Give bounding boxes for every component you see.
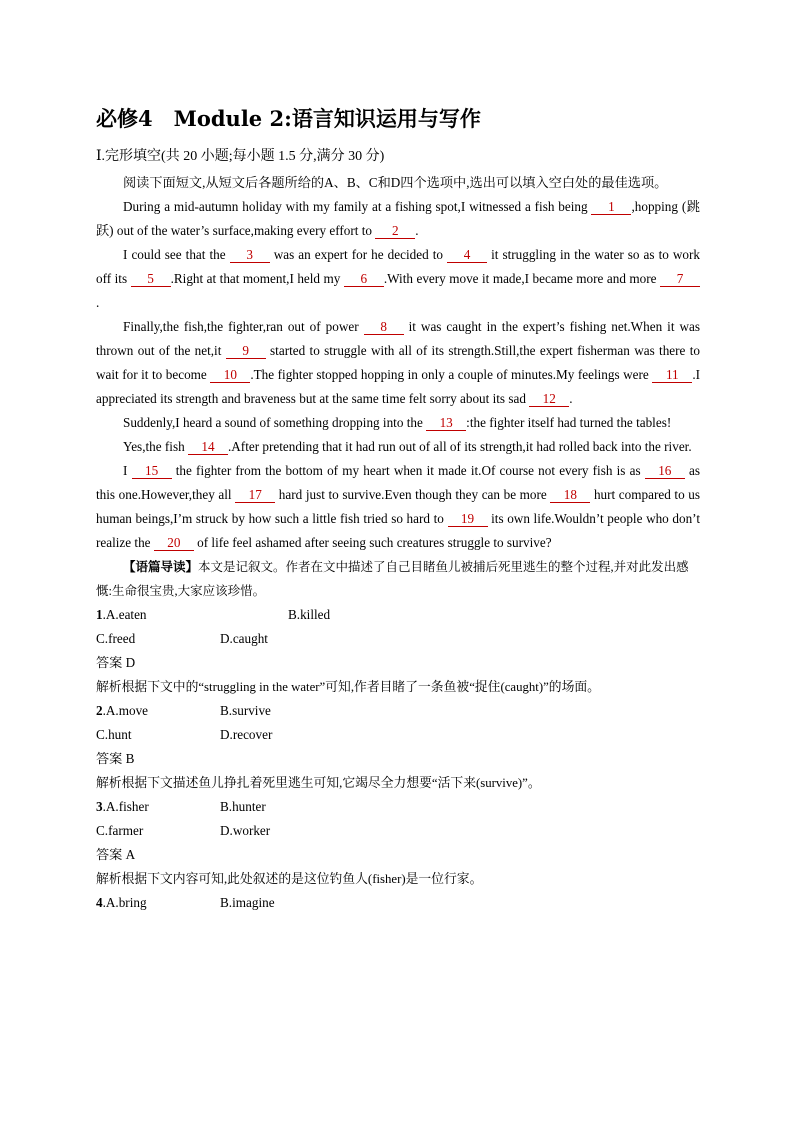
passage-text: During a mid-autumn holiday with my family at a fishing spot,I witnessed a fish being [123, 199, 592, 214]
question-number: 1 [96, 607, 103, 622]
blank-16: 16 [645, 464, 685, 479]
section-heading: Ⅰ.完形填空(共 20 小题;每小题 1.5 分,满分 30 分) [96, 149, 385, 164]
option-b: B.imagine [220, 895, 275, 910]
passage-text: . [415, 223, 419, 238]
blank-3: 3 [230, 248, 270, 263]
passage-text: of life feel ashamed after seeing such creatures struggle to survive? [193, 535, 552, 550]
option-b: B.killed [288, 607, 331, 622]
passage-paragraph [96, 243, 700, 315]
passage-text: its own life.Wouldn’t people who don’t realize the [96, 511, 701, 550]
question-number: 3 [96, 799, 103, 814]
blank-6: 6 [344, 272, 384, 287]
passage-paragraph [96, 435, 700, 459]
passage-text: it struggling in the water so as to work off its [96, 247, 700, 286]
blank-2: 2 [375, 224, 415, 239]
question-number: 4 [96, 895, 103, 910]
passage-text: .After pretending that it had run out of all of its strength,it had rolled back into the river. [227, 439, 692, 454]
passage-text: I could see that the [123, 247, 230, 262]
passage-text: hard just to survive.Even though they can be more [275, 487, 551, 502]
blank-7: 7 [660, 272, 700, 287]
blank-5: 5 [131, 272, 171, 287]
question-options-row [96, 891, 700, 915]
blank-15: 15 [132, 464, 172, 479]
passage-text: started to struggle with all of its strength.Still,the expert fisherman was there to wait for it to become [96, 343, 701, 382]
option-a: .A.move [102, 703, 149, 718]
passage-text: .With every move it made,I became more and more [383, 271, 660, 286]
blank-9: 9 [226, 344, 266, 359]
blank-1: 1 [591, 200, 631, 215]
question-number: 2 [96, 703, 103, 718]
passage-paragraph [96, 195, 700, 243]
passage-text: Finally,the fish,the fighter,ran out of power [123, 319, 364, 334]
document-page [96, 105, 700, 915]
answer: 答案 D [96, 655, 136, 670]
question-options-row [96, 627, 700, 651]
page-title: 必修4 Module 2:语言知识运用与写作 [96, 106, 481, 131]
passage-text: .Right at that moment,I held my [170, 271, 344, 286]
passage-text: . [96, 295, 100, 310]
question-options-row [96, 603, 700, 627]
passage-paragraph [96, 459, 700, 555]
blank-4: 4 [447, 248, 487, 263]
question-options-row [96, 819, 700, 843]
option-c: C.freed [96, 631, 136, 646]
option-a: .A.bring [102, 895, 147, 910]
guide-label: 【语篇导读】 [123, 560, 199, 574]
blank-13: 13 [426, 416, 466, 431]
passage-text: Yes,the fish [123, 439, 188, 454]
passage-text: .I appreciated its strength and braveness but at the same time felt sorry about its sad [96, 367, 701, 406]
passage-text: it was caught in the expert’s fishing net.When it was thrown out of the net,it [96, 319, 700, 358]
blank-17: 17 [235, 488, 275, 503]
passage-paragraph [96, 411, 700, 435]
answer: 答案 A [96, 847, 136, 862]
passage-text: . [569, 391, 573, 406]
option-c: C.hunt [96, 727, 132, 742]
option-a: .A.fisher [102, 799, 149, 814]
option-d: D.recover [220, 727, 273, 742]
passage-guide [96, 555, 700, 603]
passage-text: was an expert for he decided to [269, 247, 448, 262]
passage-text: as this one.However,they all [96, 463, 700, 502]
passage-text: the fighter from the bottom of my heart when it made it.Of course not every fish is as [171, 463, 645, 478]
passage-text: I [123, 463, 132, 478]
option-b: B.hunter [220, 799, 266, 814]
passage-text: :the fighter itself had turned the tables! [466, 415, 672, 430]
option-a: .A.eaten [102, 607, 147, 622]
blank-11: 11 [652, 368, 692, 383]
blank-14: 14 [188, 440, 228, 455]
option-d: D.caught [220, 631, 268, 646]
passage-text: .The fighter stopped hopping in only a couple of minutes.My feelings were [250, 367, 653, 382]
guide-text: 本文是记叙文。作者在文中描述了自己目睹鱼儿被捕后死里逃生的整个过程,并对此发出感慨:生命很宝贵,大家应该珍惜。 [96, 560, 689, 598]
blank-19: 19 [448, 512, 488, 527]
question-options-row [96, 723, 700, 747]
blank-12: 12 [529, 392, 569, 407]
explanation: 解析根据下文描述鱼儿挣扎着死里逃生可知,它竭尽全力想要“活下来(survive)”。 [96, 776, 541, 790]
blank-18: 18 [550, 488, 590, 503]
passage-text: hurt compared to us human beings,I’m struck by how such a little fish tried so hard to [96, 487, 700, 526]
explanation: 解析根据下文内容可知,此处叙述的是这位钓鱼人(fisher)是一位行家。 [96, 872, 483, 886]
option-c: C.farmer [96, 823, 144, 838]
question-options-row [96, 795, 700, 819]
passage-text: ,hopping (跳跃) out of the water’s surface,making every effort to [96, 199, 700, 238]
passage-text: Suddenly,I heard a sound of something dropping into the [123, 415, 427, 430]
blank-8: 8 [364, 320, 404, 335]
answer: 答案 B [96, 751, 135, 766]
passage-paragraph [96, 315, 700, 411]
explanation: 解析根据下文中的“struggling in the water”可知,作者目睹了一条鱼被“捉住(caught)”的场面。 [96, 680, 600, 694]
option-b: B.survive [220, 703, 271, 718]
question-options-row [96, 699, 700, 723]
blank-20: 20 [154, 536, 194, 551]
instruction-text: 阅读下面短文,从短文后各题所给的A、B、C和D四个选项中,选出可以填入空白处的最佳选项。 [123, 175, 668, 190]
blank-10: 10 [210, 368, 250, 383]
option-d: D.worker [220, 823, 271, 838]
